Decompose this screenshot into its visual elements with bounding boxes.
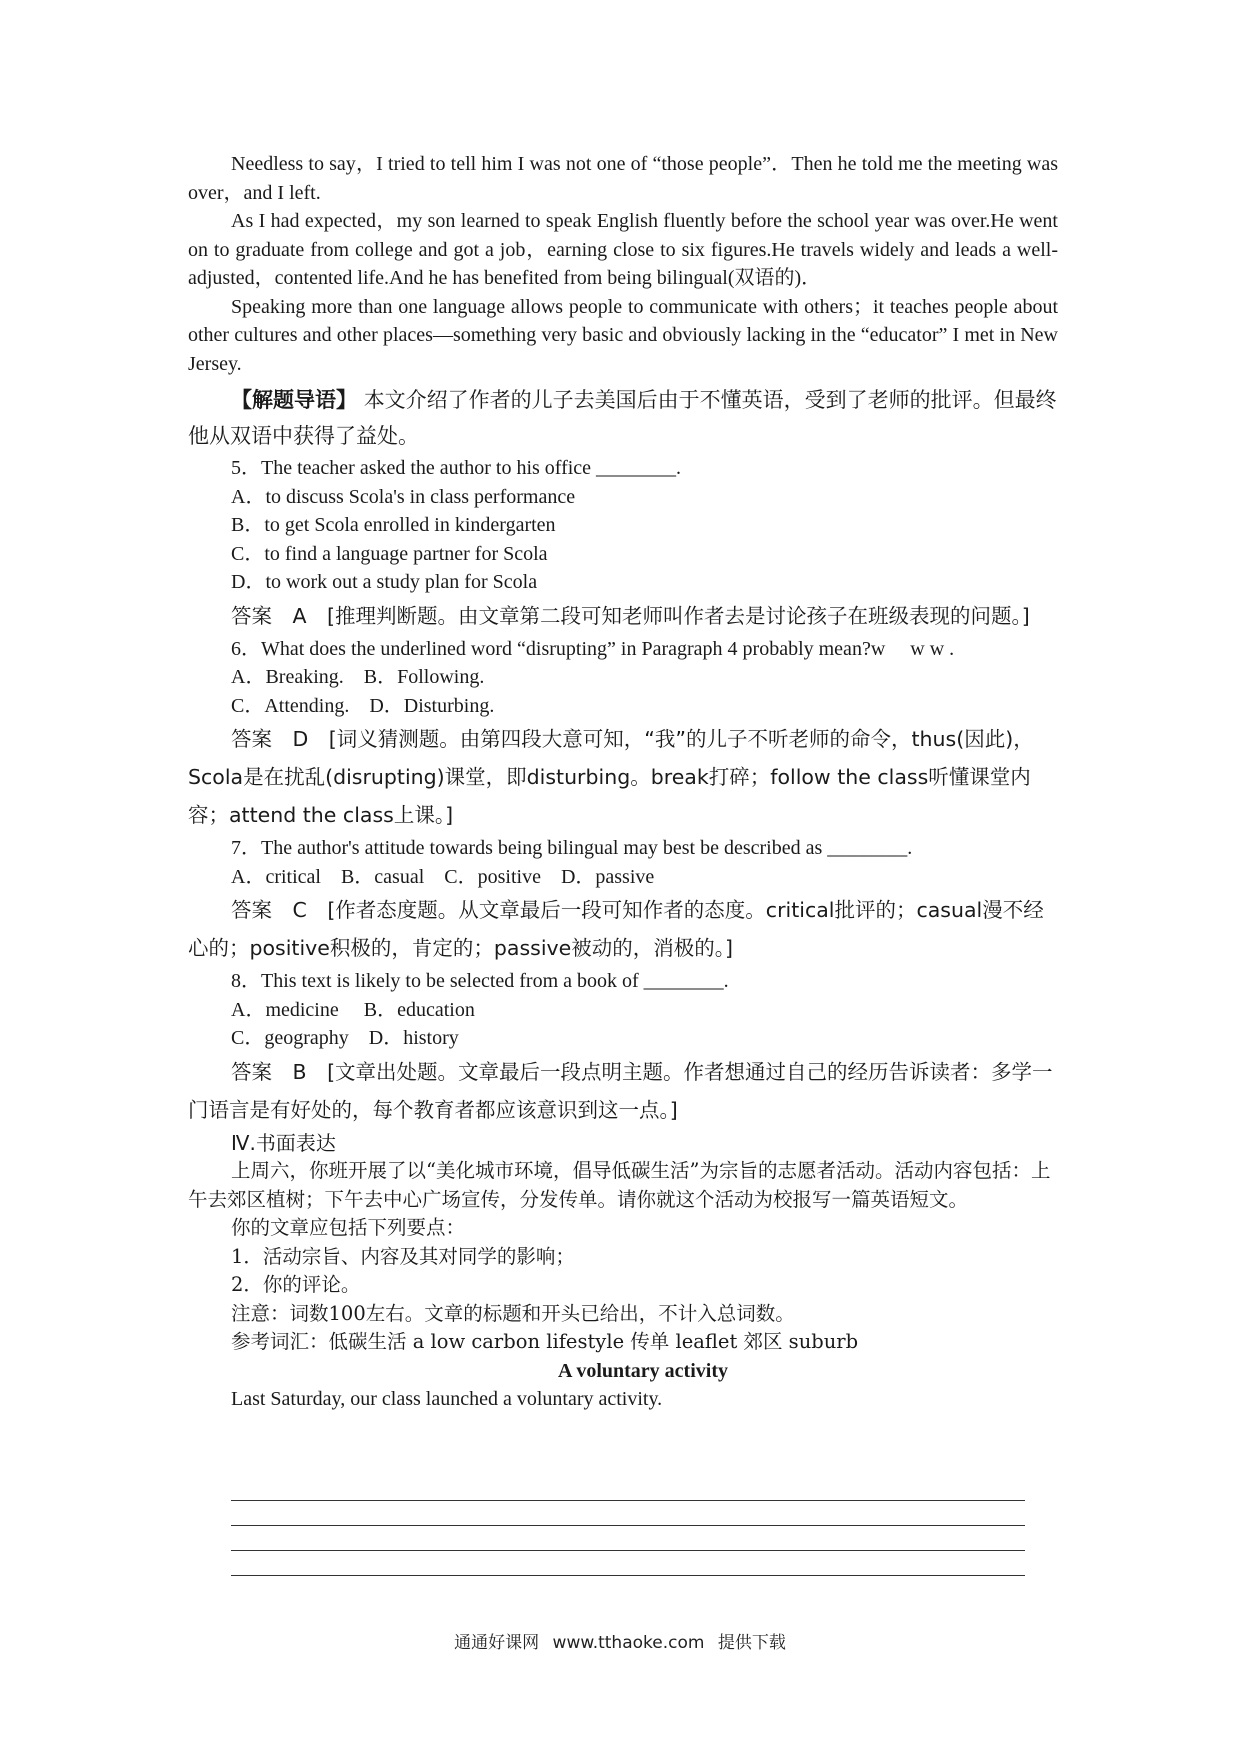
passage-paragraph-3: Speaking more than one language allows people to communicate with others；it teaches people about other cultures and other places—something very basic and obviously lacking in the “educator” I met in New Jersey. <box>188 295 1058 375</box>
essay-title: A voluntary activity <box>558 1359 728 1382</box>
question-7-stem: 7．The author's attitude towards being bilingual may best be described as ________. <box>231 837 913 859</box>
page-footer <box>0 1628 1240 1653</box>
writing-prompt: 上周六，你班开展了以“美化城市环境，倡导低碳生活”为宗旨的志愿者活动。活动内容包括：上午去郊区植树；下午去中心广场宣传，分发传单。请你就这个活动为校报写一篇英语短文。 <box>188 1159 1051 1211</box>
writing-point-2: 2．你的评论。 <box>231 1273 361 1296</box>
question-8-options-cd: C．geography D．history <box>231 1027 459 1049</box>
question-7-answer: 答案 C [作者态度题。从文章最后一段可知作者的态度。critical批评的；casual漫不经心的；positive积极的，肯定的；passive被动的，消极的。] <box>188 898 1044 960</box>
question-6-stem: 6．What does the underlined word “disrupting” in Paragraph 4 probably mean?w w w . <box>231 637 955 660</box>
question-7-options: A．critical B．casual C．positive D．passive <box>231 865 655 888</box>
writing-section-title: Ⅳ.书面表达 <box>231 1130 336 1155</box>
answer-line <box>231 1550 1025 1551</box>
passage-paragraph-1: Needless to say，I tried to tell him I was not one of “those people”．Then he told me the meeting was over，and I left. <box>188 153 1058 204</box>
footer-site-name: 通通好课网 <box>454 1633 540 1653</box>
answer-line <box>231 1525 1025 1526</box>
footer-url: www.tthaoke.com <box>552 1633 705 1653</box>
writing-points-intro: 你的文章应包括下列要点： <box>231 1216 466 1239</box>
answer-line <box>231 1500 1025 1501</box>
writing-vocabulary: 参考词汇：低碳生活 a low carbon lifestyle 传单 leaflet 郊区 suburb <box>231 1330 859 1353</box>
writing-note: 注意：词数100左右。文章的标题和开头已给出，不计入总词数。 <box>231 1301 795 1325</box>
question-5-option-a: A．to discuss Scola's in class performance <box>231 485 576 508</box>
question-6-options-cd: C．Attending. D．Disturbing. <box>231 694 495 717</box>
question-8-answer: 答案 B [文章出处题。文章最后一段点明主题。作者想通过自己的经历告诉读者：多学一门语言是有好处的，每个教育者都应该意识到这一点。] <box>188 1059 1053 1122</box>
question-8-options-ab: A．medicine B．education <box>231 998 475 1021</box>
footer-note: 提供下载 <box>717 1633 786 1653</box>
question-5-answer: 答案 A [推理判断题。由文章第二段可知老师叫作者去是讨论孩子在班级表现的问题。] <box>231 603 1030 628</box>
question-6-options-ab: A．Breaking. B．Following. <box>231 666 485 688</box>
question-6-answer: 答案 D [词义猜测题。由第四段大意可知，“我”的儿子不听老师的命令，thus(因此)，Scola是在扰乱(disrupting)课堂，即disturbing。break打碎；follow the class听懂课堂内容；attend the class上课。] <box>188 727 1034 827</box>
passage-paragraph-2: As I had expected，my son learned to speak English fluently before the school year was over.He went on to graduate from college and got a job，earning close to six figures.He travels widely and leads a well adjusted，contented life.And he has benefited from being bilingual(双语的)． <box>188 210 1058 289</box>
question-8-stem: 8．This text is likely to be selected from a book of ________. <box>231 970 729 992</box>
reading-guide-label: 【解题导语】 <box>231 388 357 412</box>
reading-guide <box>188 382 1058 454</box>
question-5-option-b: B．to get Scola enrolled in kindergarten <box>231 514 556 536</box>
answer-line <box>231 1575 1025 1576</box>
question-5-stem: 5．The teacher asked the author to his office ________. <box>231 457 682 479</box>
question-5-option-c: C．to find a language partner for Scola <box>231 542 548 565</box>
writing-point-1: 1．活动宗旨、内容及其对同学的影响； <box>231 1244 575 1268</box>
page-content <box>188 150 1058 1414</box>
answer-lines <box>231 1500 1025 1600</box>
essay-opening: Last Saturday, our class launched a voluntary activity. <box>231 1388 663 1410</box>
question-5-option-d: D．to work out a study plan for Scola <box>231 571 538 593</box>
reading-guide-text: 本文介绍了作者的儿子去美国后由于不懂英语，受到了老师的批评。但最终他从双语中获得了益处。 <box>188 388 1057 448</box>
